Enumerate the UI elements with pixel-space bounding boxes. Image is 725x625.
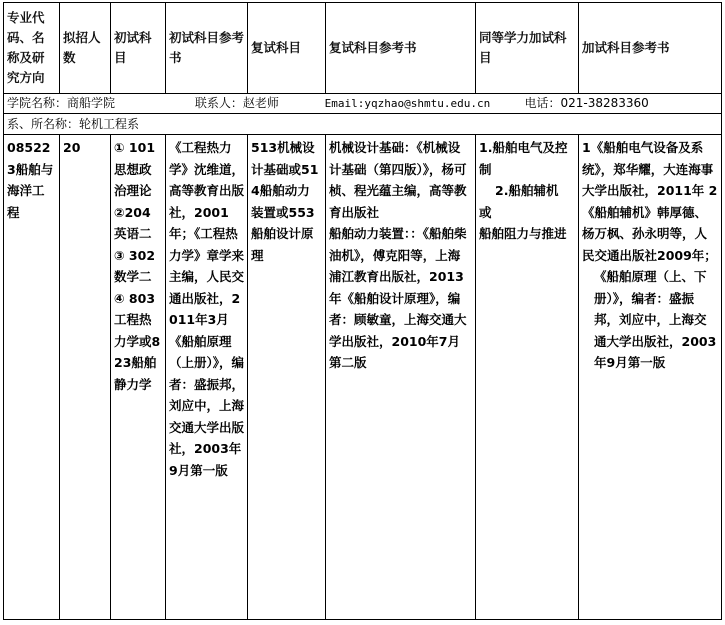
program-retest-subjects: 513机械设计基础或514船舶动力装置或553船舶设计原理: [248, 135, 326, 620]
header-equiv-subjects: 同等学力加试科目: [476, 3, 579, 94]
header-row: [4, 3, 722, 94]
college-info-cell: [4, 94, 722, 114]
college-phone: 电话：021-38283360: [524, 96, 649, 110]
program-equiv-subjects: [476, 135, 579, 620]
header-prelim-refs: 初试科目参考书: [166, 3, 248, 94]
equiv-subject-3: 船舶阻力与推进: [479, 226, 567, 241]
header-code-name: 专业代码、名称及研究方向: [4, 3, 60, 94]
college-email: Email:yqzhao@shmtu.edu.cn: [324, 97, 491, 110]
program-quota: 20: [60, 135, 111, 620]
college-contact: 联系人：赵老师: [194, 96, 279, 110]
program-prelim-refs: 《工程热力学》沈维道，高等教育出版社，2001年；《工程热力学》章学来主编，人民交通出版社，2011年3月 《船舶原理（上册）》，编者：盛振邦，刘应中，上海交通大学出版社，2003年9月第一版: [166, 135, 248, 620]
extra-ref-2: 《船舶原理（上、下册）》，编者：盛振邦，刘应中，上海交通大学出版社，2003年9月第一版: [594, 269, 717, 370]
header-retest-refs: 复试科目参考书: [326, 3, 476, 94]
program-prelim-subjects: ① 101思想政治理论 ②204英语二 ③ 302数学二 ④ 803工程热力学或823船舶静力学: [111, 135, 166, 620]
retest-ref-power-plant: 船舶动力装置：：《船舶柴油机》，傅克阳等，上海浦江教育出版社，2013年《船舶设计原理》，编者：顾敏童，上海交通大学出版社，2010年7月第二版: [329, 226, 467, 370]
program-code-name: 085223船舶与海洋工程: [4, 135, 60, 620]
header-retest-subjects: 复试科目: [248, 3, 326, 94]
equiv-subject-2: 2.船舶辅机: [495, 183, 559, 198]
enrollment-table: [3, 2, 722, 620]
program-retest-refs: [326, 135, 476, 620]
retest-ref-mechanical: 机械设计基础：《机械设计基础（第四版）》，杨可桢、程光蕴主编，高等教育出版社: [329, 140, 467, 220]
college-info-row: [4, 94, 722, 114]
department-name: 系、所名称：轮机工程系: [4, 114, 722, 135]
equiv-subject-1: 1.船舶电气及控制: [479, 140, 568, 177]
program-extra-refs: [579, 135, 722, 620]
program-row: [4, 135, 722, 620]
extra-ref-1: 1《船舶电气设备及系统》，郑华耀，大连海事大学出版社，2011年 2《船舶辅机》韩厚德、杨万枫、孙永明等，人民交通出版社2009年；: [582, 140, 718, 263]
equiv-subject-or: 或: [479, 204, 492, 220]
department-row: [4, 114, 722, 135]
header-extra-refs: 加试科目参考书: [579, 3, 722, 94]
header-quota: 拟招人数: [60, 3, 111, 94]
college-name: 学院名称：商船学院: [7, 96, 116, 110]
header-prelim-subjects: 初试科目: [111, 3, 166, 94]
